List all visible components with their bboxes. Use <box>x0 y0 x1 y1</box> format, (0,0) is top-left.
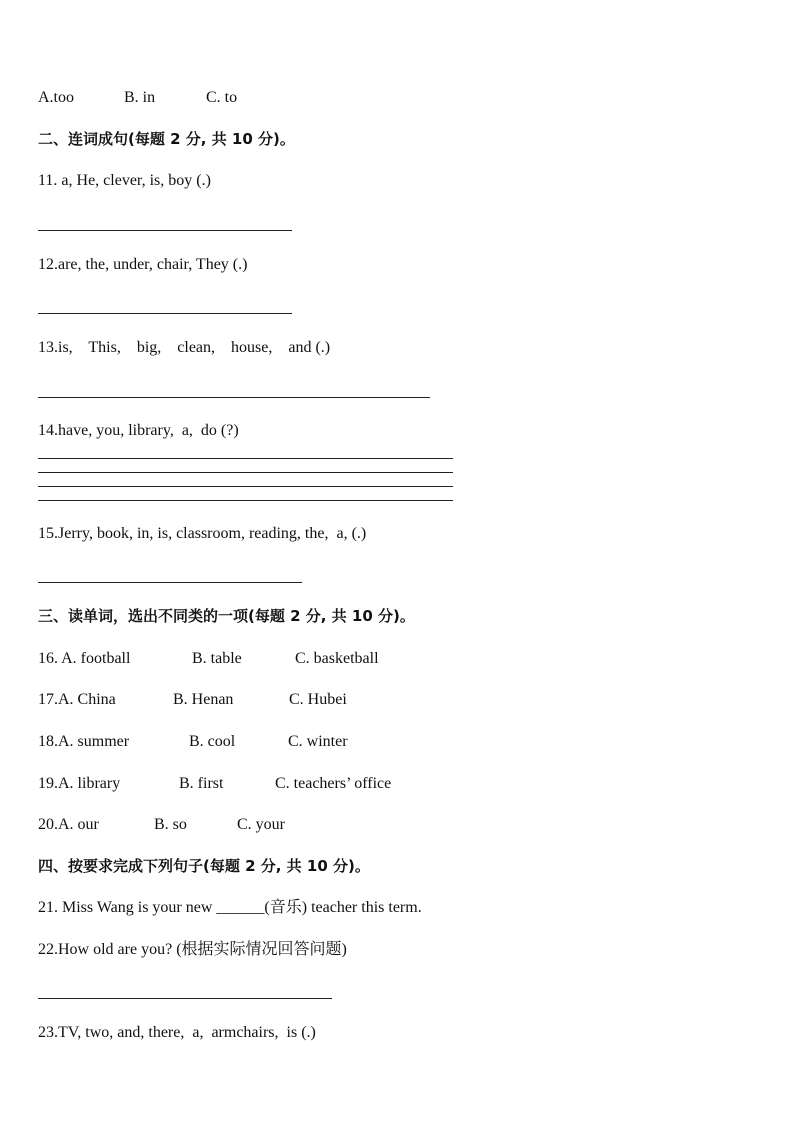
question-23: 23.TV, two, and, there, a, armchairs, is (.) <box>38 1024 316 1041</box>
question-13: 13.is, This, big, clean, house, and (.) <box>38 339 331 356</box>
answer-line-14d[interactable] <box>38 500 453 501</box>
answer-line-11[interactable] <box>38 230 292 231</box>
section2-title: 二、连词成句(每题 2 分, 共 10 分)。 <box>38 130 295 148</box>
section3-title: 三、读单词，选出不同类的一项(每题 2 分, 共 10 分)。 <box>38 607 415 625</box>
section4-title: 四、按要求完成下列句子(每题 2 分, 共 10 分)。 <box>38 857 370 875</box>
answer-line-12[interactable] <box>38 313 292 314</box>
q16-b: B. table <box>192 650 242 667</box>
q18-a: 18.A. summer <box>38 733 130 750</box>
question-11: 11. a, He, clever, is, boy (.) <box>38 172 211 189</box>
q18-c: C. winter <box>288 733 348 750</box>
q16-a: 16. A. football <box>38 650 131 667</box>
question-15: 15.Jerry, book, in, is, classroom, reading, the, a, (.) <box>38 525 367 542</box>
q17-a: 17.A. China <box>38 691 116 708</box>
option-b: B. in <box>124 89 156 106</box>
option-a: A.too <box>38 89 74 106</box>
q20-a: 20.A. our <box>38 816 99 833</box>
answer-line-13[interactable] <box>38 397 430 398</box>
q19-b: B. first <box>179 775 224 792</box>
q18-b: B. cool <box>189 733 236 750</box>
q17-b: B. Henan <box>173 691 234 708</box>
q19-c: C. teachers’ office <box>275 775 392 792</box>
q20-b: B. so <box>154 816 187 833</box>
q20-c: C. your <box>237 816 285 833</box>
q17-c: C. Hubei <box>289 691 347 708</box>
question-14: 14.have, you, library, a, do (?) <box>38 422 239 439</box>
answer-line-14a[interactable] <box>38 458 453 459</box>
q16-c: C. basketball <box>295 650 379 667</box>
question-21: 21. Miss Wang is your new ______(音乐) teacher this term. <box>38 899 422 916</box>
option-c: C. to <box>206 89 238 106</box>
answer-line-22[interactable] <box>38 998 332 999</box>
question-22: 22.How old are you? (根据实际情况回答问题) <box>38 941 347 958</box>
answer-line-14b[interactable] <box>38 472 453 473</box>
q19-a: 19.A. library <box>38 775 121 792</box>
question-12: 12.are, the, under, chair, They (.) <box>38 256 248 273</box>
answer-line-15[interactable] <box>38 582 302 583</box>
answer-line-14c[interactable] <box>38 486 453 487</box>
